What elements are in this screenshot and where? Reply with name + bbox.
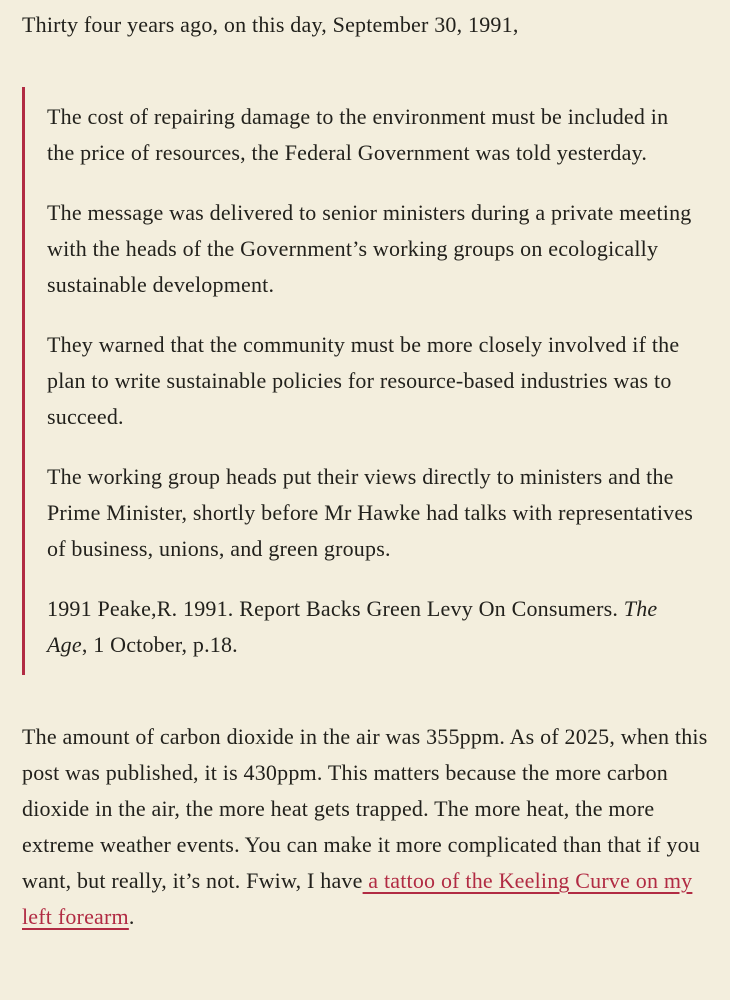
citation-source-title: The Age — [47, 596, 658, 657]
outro-text: The amount of carbon dioxide in the air was 355ppm. As of 2025, when this post was published, it is 430ppm. This matters because the more carbon dioxide in the air, the more heat gets trapped. The more heat, the more extreme weather events. You can make it more complicated than that if you want, but really, it’s not. Fwiw, I have — [22, 724, 708, 893]
quote-paragraph-2: The message was delivered to senior ministers during a private meeting with the heads of the Government’s working groups on ecologically sustainable development. — [47, 200, 692, 297]
citation-suffix: , 1 October, p.18. — [81, 632, 238, 657]
citation-text: 1991 Peake,R. 1991. Report Backs Green Levy On Consumers. — [47, 596, 624, 621]
intro-paragraph: Thirty four years ago, on this day, September 30, 1991, — [22, 12, 519, 37]
quote-paragraph-4: The working group heads put their views directly to ministers and the Prime Minister, shortly before Mr Hawke had talks with representatives of business, unions, and green groups. — [47, 464, 694, 561]
quote-paragraph-3: They warned that the community must be more closely involved if the plan to write sustainable policies for resource-based industries was to succeed. — [47, 332, 680, 429]
quote-citation — [47, 591, 694, 663]
outro-period: . — [128, 904, 135, 929]
keeling-curve-tattoo-link[interactable]: a tattoo of the Keeling Curve on my left forearm — [22, 868, 693, 929]
quote-paragraph-1: The cost of repairing damage to the environment must be included in the price of resources, the Federal Government was told yesterday. — [47, 104, 669, 165]
news-quote — [22, 87, 708, 675]
outro-paragraph — [22, 719, 708, 935]
